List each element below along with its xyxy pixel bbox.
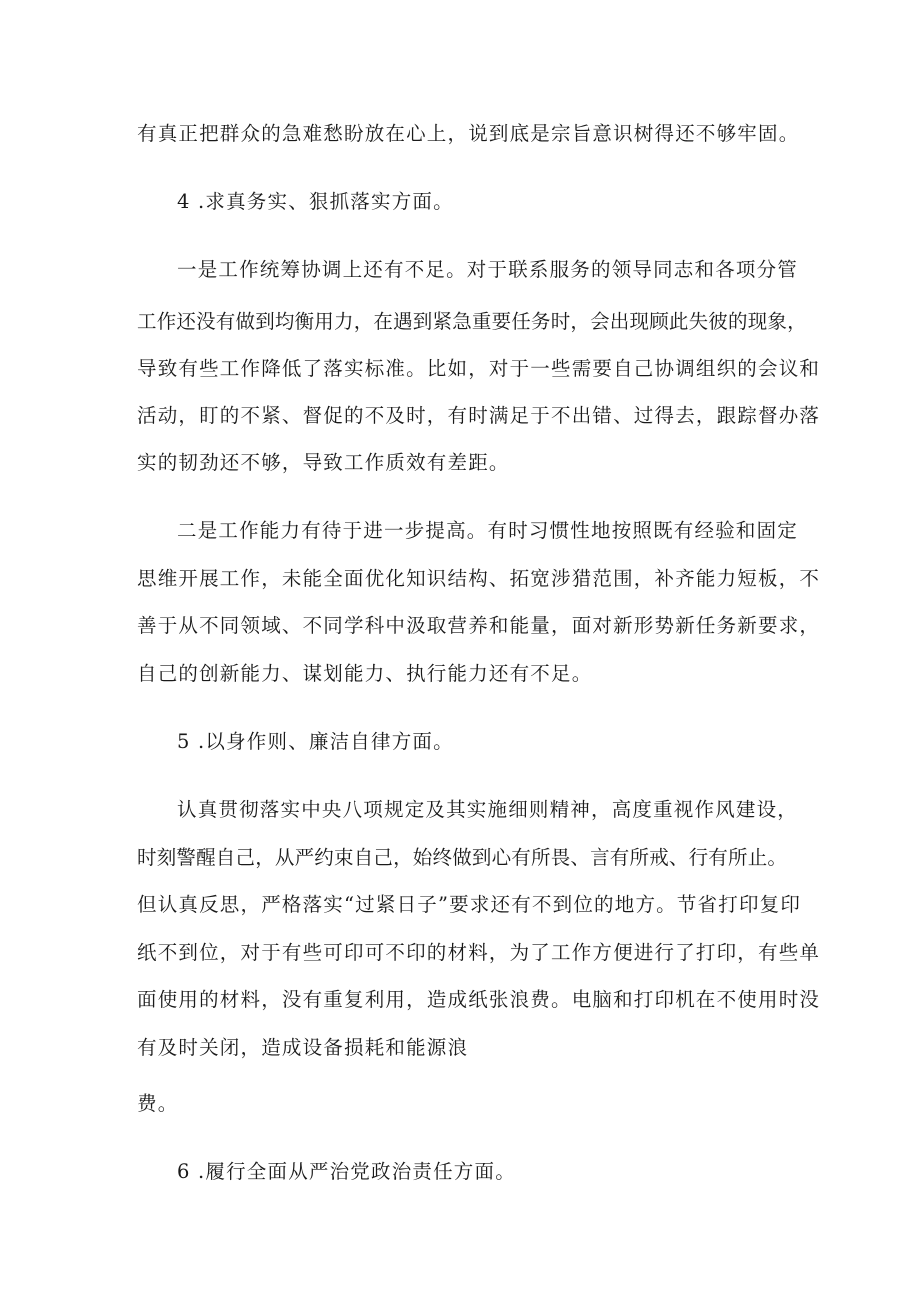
section-heading: 5 .以身作则、廉洁自律方面。 [177, 730, 454, 753]
text-line: 善于从不同领域、不同学科中汲取营养和能量，面对新形势新任务新要求， [137, 614, 821, 637]
text-line: 纸不到位，对于有些可印可不印的材料，为了工作方便进行了打印，有些单 [137, 941, 821, 964]
text-line: 活动，盯的不紧、督促的不及时，有时满足于不出错、过得去，跟踪督办落 [137, 404, 821, 427]
text-line: 费。 [137, 1092, 179, 1115]
text-line: 一是工作统筹协调上还有不足。对于联系服务的领导同志和各项分管 [177, 258, 799, 281]
text-line: 实的韧劲还不够，导致工作质效有差距。 [137, 451, 510, 474]
text-line: 自己的创新能力、谋划能力、执行能力还有不足。 [137, 662, 593, 685]
section-heading: 6 .履行全面从严治党政治责任方面。 [177, 1160, 516, 1183]
text-line: 但认真反思，严格落实“过紧日子”要求还有不到位的地方。节省打印复印 [137, 893, 802, 916]
text-line: 认真贯彻落实中央八项规定及其实施细则精神，高度重视作风建设， [177, 798, 799, 821]
text-line: 有真正把群众的急难愁盼放在心上，说到底是宗旨意识树得还不够牢固。 [137, 122, 800, 145]
text-line: 思维开展工作，未能全面优化知识结构、拓宽涉猎范围，补齐能力短板，不 [137, 567, 821, 590]
text-line: 工作还没有做到均衡用力，在遇到紧急重要任务时，会出现顾此失彼的现象， [137, 310, 807, 333]
text-line: 面使用的材料，没有重复利用，造成纸张浪费。电脑和打印机在不使用时没 [137, 988, 821, 1011]
text-line: 时刻警醒自己，从严约束自己，始终做到心有所畏、言有所戒、行有所止。 [137, 846, 788, 869]
text-line: 二是工作能力有待于进一步提高。有时习惯性地按照既有经验和固定 [177, 519, 799, 542]
section-heading: 4 .求真务实、狠抓落实方面。 [177, 190, 454, 213]
text-line: 导致有些工作降低了落实标准。比如，对于一些需要自己协调组织的会议和 [137, 357, 821, 380]
text-line: 有及时关闭，造成设备损耗和能源浪 [137, 1036, 469, 1059]
